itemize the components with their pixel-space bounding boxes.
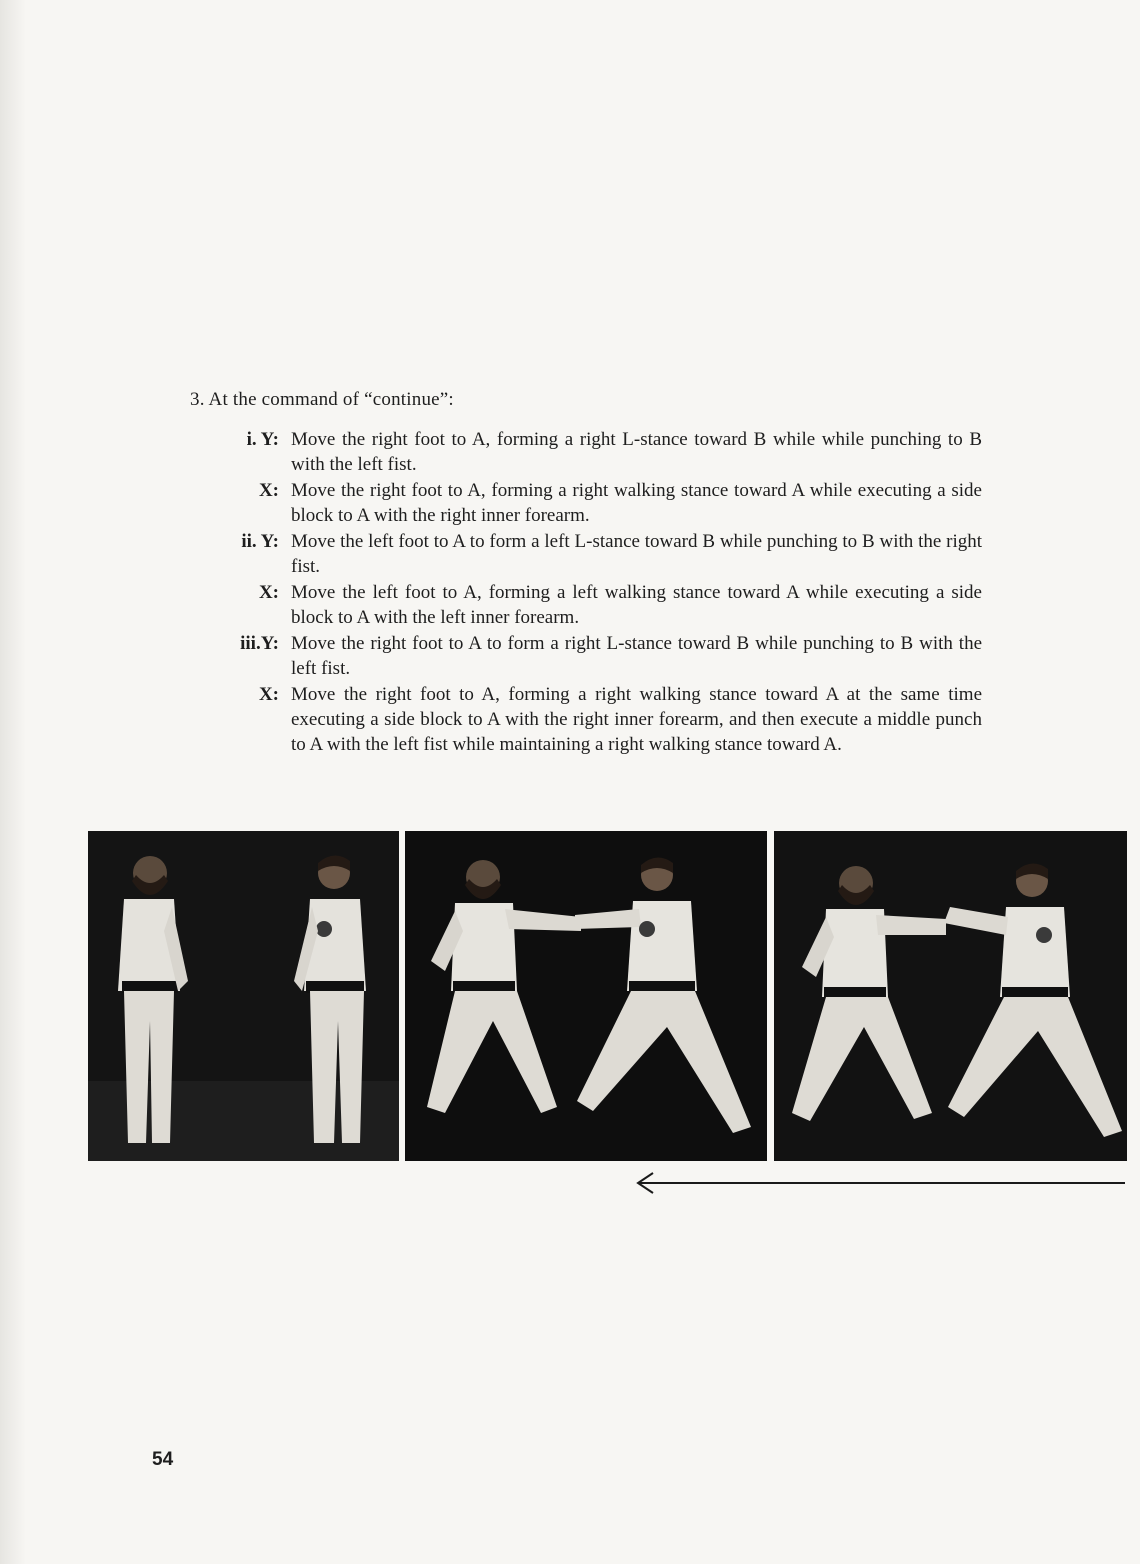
step-label: X: (258, 582, 279, 603)
photo-punch-block-2-drawing (774, 831, 1127, 1161)
step-list (212, 427, 982, 758)
photo-punch-block-1 (405, 831, 767, 1161)
page-number: 54 (152, 1449, 174, 1470)
step-label: iii.Y: (240, 633, 279, 654)
section-heading: 3. At the command of “continue”: (190, 389, 454, 410)
direction-arrow-icon (633, 1170, 1125, 1200)
step-item (212, 478, 982, 528)
step-item (212, 427, 982, 477)
step-text: Move the left foot to A to form a left L-stance toward B while punching to B with the right fist. (291, 531, 982, 577)
step-item (212, 631, 982, 681)
step-text: Move the right foot to A, forming a right L-stance toward B while while punching to B with the left fist. (291, 429, 982, 475)
page-edge (0, 0, 26, 1564)
step-text: Move the right foot to A to form a right L-stance toward B while punching to B with the left fist. (291, 633, 982, 679)
step-item (212, 529, 982, 579)
step-text: Move the right foot to A, forming a right walking stance toward A at the same time executing a side block to A with the right inner forearm, and then execute a middle punch to A with the left fist while maintaining a right walking stance toward A. (291, 684, 982, 755)
step-item (212, 682, 982, 757)
step-label: ii. Y: (241, 531, 279, 552)
photo-ready-stance (88, 831, 399, 1161)
photo-ready-stance-drawing (88, 831, 399, 1161)
step-label: X: (258, 684, 279, 705)
step-label: X: (258, 480, 279, 501)
step-item (212, 580, 982, 630)
step-text: Move the left foot to A, forming a left walking stance toward A while executing a side block to A with the left inner forearm. (291, 582, 982, 628)
step-label: i. Y: (246, 429, 279, 450)
step-text: Move the right foot to A, forming a right walking stance toward A while executing a side block to A with the right inner forearm. (291, 480, 982, 526)
photo-punch-block-2 (774, 831, 1127, 1161)
photo-punch-block-1-drawing (405, 831, 767, 1161)
